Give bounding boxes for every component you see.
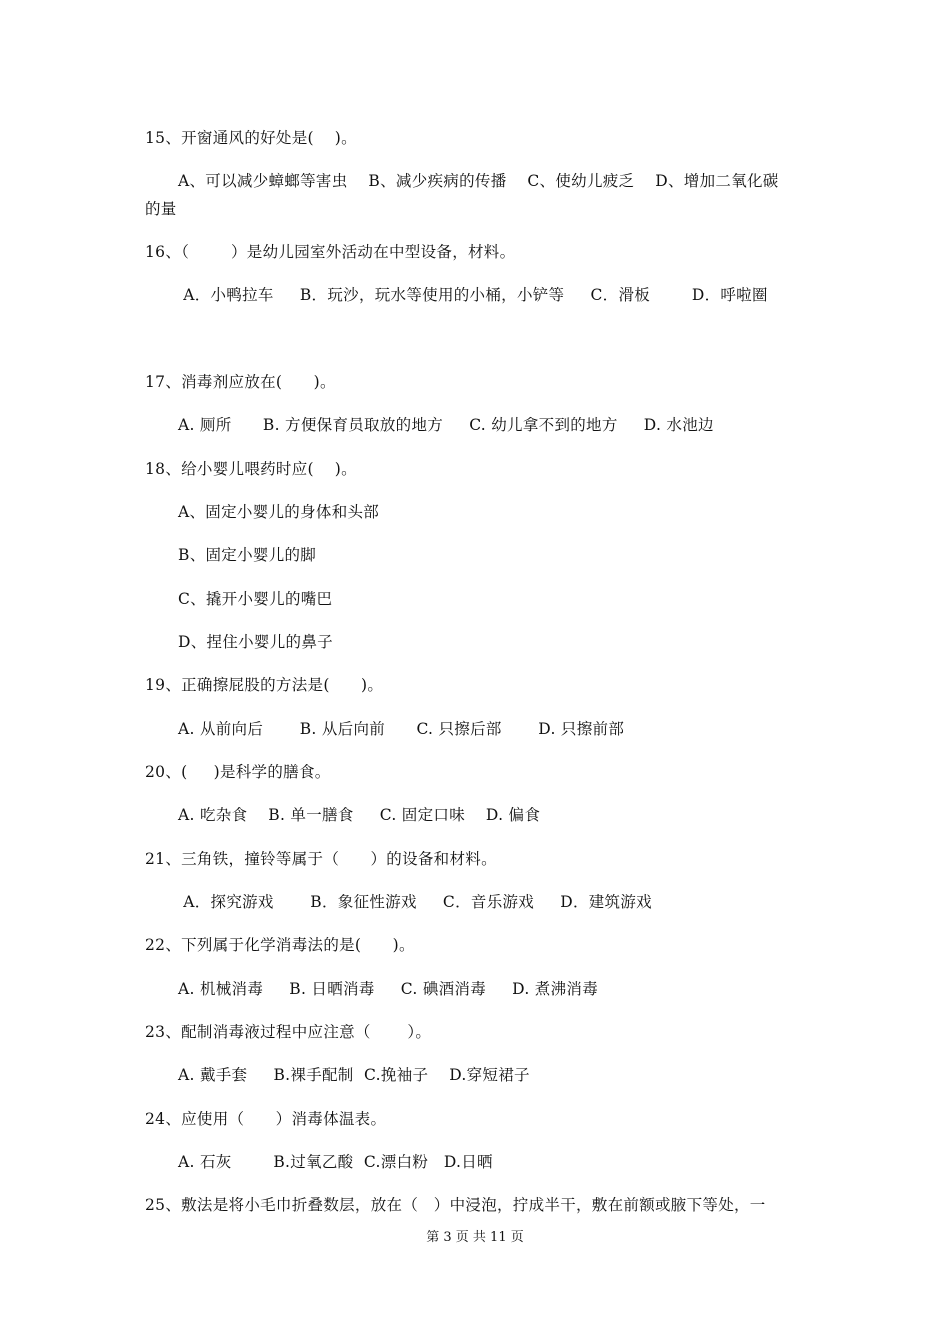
question-21-stem: 21、三角铁，撞铃等属于（ ）的设备和材料。 bbox=[145, 850, 497, 868]
page-footer: 第 3 页 共 11 页 bbox=[426, 1230, 524, 1245]
question-18-stem: 18、给小婴儿喂药时应( )。 bbox=[145, 460, 357, 478]
question-20-options: A. 吃杂食 B. 单一膳食 C. 固定口味 D. 偏食 bbox=[178, 806, 541, 824]
question-21-options: A．探究游戏 B．象征性游戏 C．音乐游戏 D．建筑游戏 bbox=[178, 893, 652, 911]
question-18-option-a: A、固定小婴儿的身体和头部 bbox=[178, 503, 380, 521]
question-17-stem: 17、消毒剂应放在( )。 bbox=[145, 373, 336, 391]
question-17-options: A. 厕所 B. 方便保育员取放的地方 C. 幼儿拿不到的地方 D. 水池边 bbox=[178, 416, 714, 434]
question-18-option-c: C、撬开小婴儿的嘴巴 bbox=[178, 590, 333, 608]
question-22-stem: 22、下列属于化学消毒法的是( )。 bbox=[145, 936, 415, 954]
question-15-options-wrap: 的量 bbox=[145, 200, 177, 218]
question-16-options: A．小鸭拉车 B．玩沙，玩水等使用的小桶，小铲等 C．滑板 D．呼啦圈 bbox=[178, 286, 768, 304]
question-18-option-b: B、固定小婴儿的脚 bbox=[178, 546, 317, 564]
question-22-options: A. 机械消毒 B. 日晒消毒 C. 碘酒消毒 D. 煮沸消毒 bbox=[178, 980, 598, 998]
question-15-stem: 15、开窗通风的好处是( )。 bbox=[145, 129, 357, 147]
question-24-options: A. 石灰 B.过氧乙酸 C.漂白粉 D.日晒 bbox=[178, 1153, 493, 1171]
question-25-stem: 25、敷法是将小毛巾折叠数层，放在（ ）中浸泡，拧成半干，敷在前额或腋下等处，一 bbox=[145, 1196, 766, 1214]
question-23-options: A. 戴手套 B.裸手配制 C.挽袖子 D.穿短裙子 bbox=[178, 1066, 530, 1084]
question-23-stem: 23、配制消毒液过程中应注意（ ）。 bbox=[145, 1023, 432, 1041]
question-19-stem: 19、正确擦屁股的方法是( )。 bbox=[145, 676, 384, 694]
question-16-stem: 16、（ ）是幼儿园室外活动在中型设备，材料。 bbox=[145, 243, 516, 261]
question-19-options: A. 从前向后 B. 从后向前 C. 只擦后部 D. 只擦前部 bbox=[178, 720, 625, 738]
question-18-option-d: D、捏住小婴儿的鼻子 bbox=[178, 633, 333, 651]
question-24-stem: 24、应使用（ ）消毒体温表。 bbox=[145, 1110, 387, 1128]
question-15-options: A、可以减少蟑螂等害虫 B、减少疾病的传播 C、使幼儿疲乏 D、增加二氧化碳 bbox=[178, 172, 779, 190]
question-20-stem: 20、( )是科学的膳食。 bbox=[145, 763, 331, 781]
